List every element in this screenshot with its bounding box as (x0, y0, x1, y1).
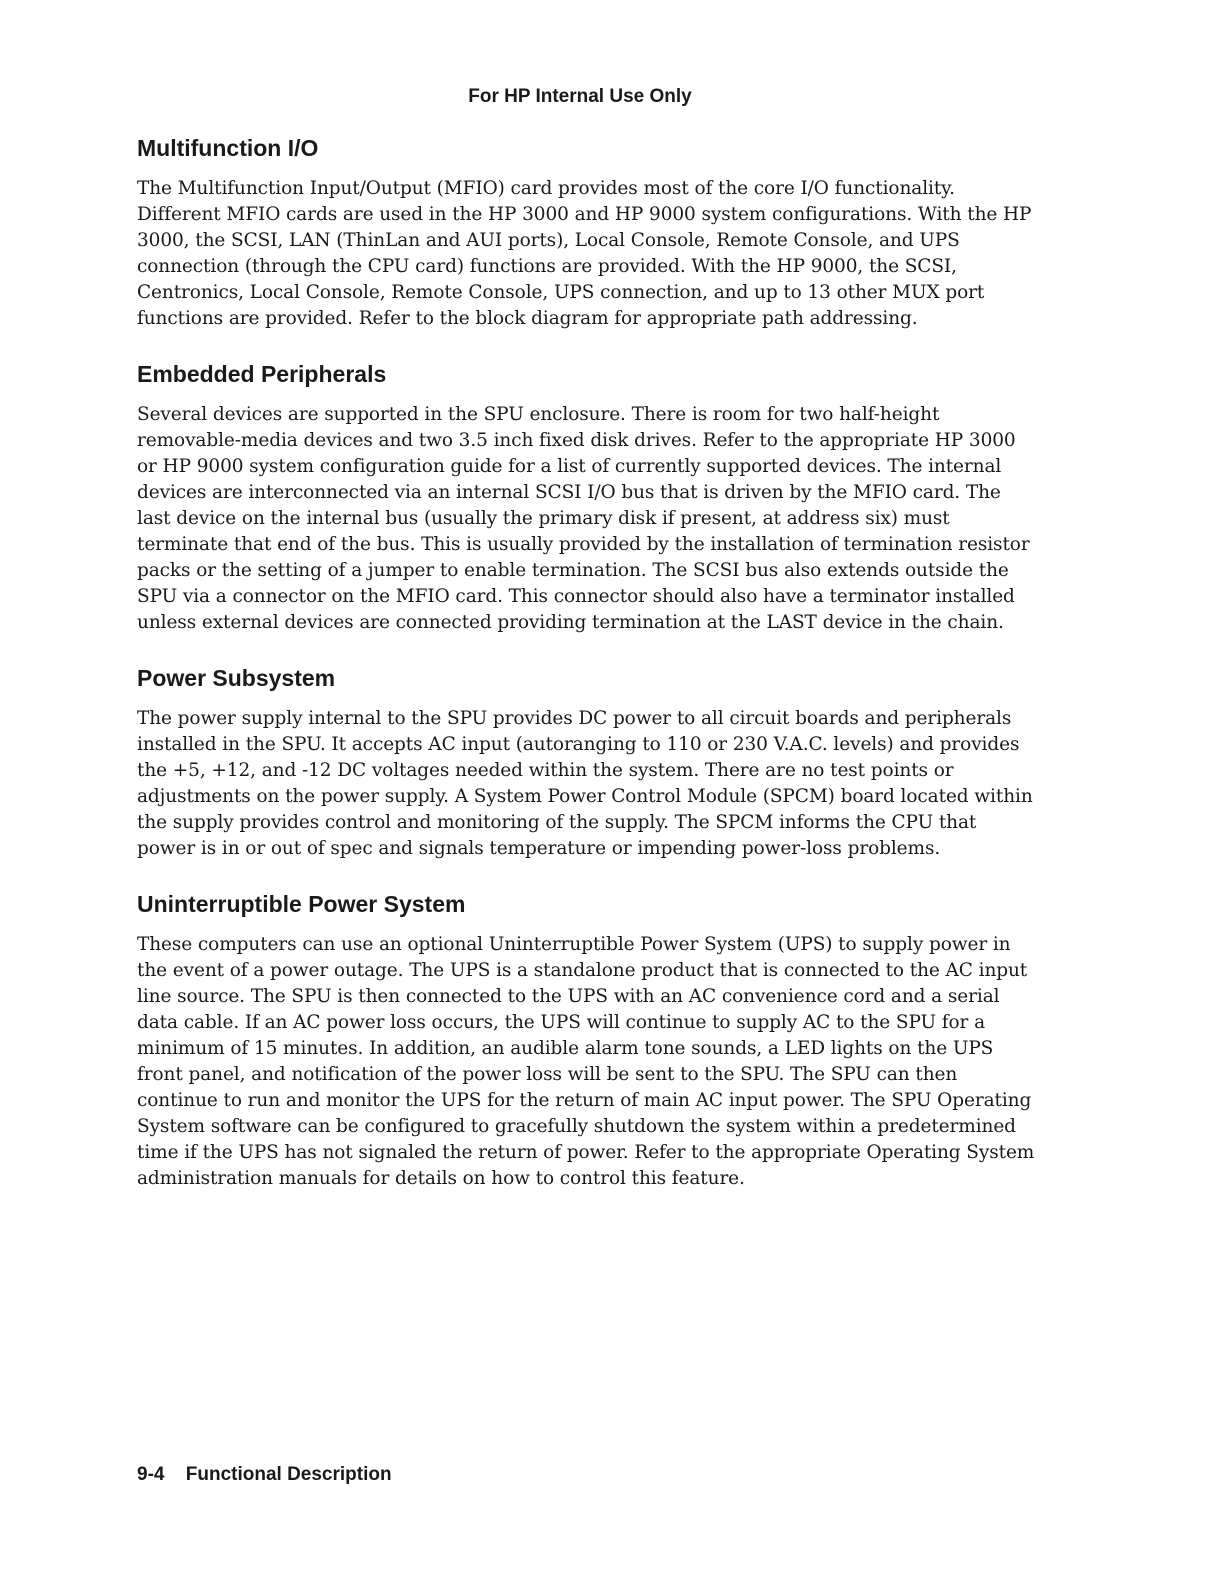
page-number: 9-4 (137, 1464, 165, 1485)
section-multifunction-io (137, 134, 1037, 332)
section-title: Uninterruptible Power System (137, 891, 466, 917)
section-power-subsystem (137, 664, 1037, 862)
section-title: Power Subsystem (137, 665, 336, 691)
page-footer (137, 1464, 392, 1486)
section-title: Embedded Peripherals (137, 361, 387, 387)
section-body: The Multifunction Input/Output (MFIO) card provides most of the core I/O functionality. Different MFIO cards are used in the HP 3000 and HP 9000 system configurations. With the HP 3000, the SCSI, LAN (ThinLan and AUI ports), Local Console, Remote Console, and UPS connection (through the CPU card) functions are provided. With the HP 9000, the SCSI, Centronics, Local Console, Remote Console, UPS connection, and up to 13 other MUX port functions are provided. Refer to the block diagram for appropriate path addressing. (137, 178, 1032, 329)
chapter-title: Functional Description (185, 1464, 392, 1485)
section-title: Multifunction I/O (137, 135, 319, 161)
section-body: These computers can use an optional Uninterruptible Power System (UPS) to supply power in the event of a power outage. The UPS is a standalone product that is connected to the AC input line source. The SPU is then connected to the UPS with an AC convenience cord and a serial data cable. If an AC power loss occurs, the UPS will continue to supply AC to the SPU for a minimum of 15 minutes. In addition, an audible alarm tone sounds, a LED lights on the UPS front panel, and notification of the power loss will be sent to the SPU. The SPU can then continue to run and monitor the UPS for the return of main AC input power. The SPU Operating System software can be configured to gracefully shutdown the system within a predetermined time if the UPS has not signaled the return of power. Refer to the appropriate Operating System administration manuals for details on how to control this feature. (137, 934, 1035, 1189)
page-content (137, 134, 1037, 1220)
section-uninterruptible-power-system (137, 890, 1037, 1192)
section-body: Several devices are supported in the SPU enclosure. There is room for two half-height removable-media devices and two 3.5 inch fixed disk drives. Refer to the appropriate HP 3000 or HP 9000 system configuration guide for a list of currently supported devices. The internal devices are interconnected via an internal SCSI I/O bus that is driven by the MFIO card. The last device on the internal bus (usually the primary disk if present, at address six) must terminate that end of the bus. This is usually provided by the installation of termination resistor packs or the setting of a jumper to enable termination. The SCSI bus also extends outside the SPU via a connector on the MFIO card. This connector should also have a terminator installed unless external devices are connected providing termination at the LAST device in the chain. (137, 404, 1030, 633)
page-header: For HP Internal Use Only (468, 86, 692, 107)
section-body: The power supply internal to the SPU provides DC power to all circuit boards and peripherals installed in the SPU. It accepts AC input (autoranging to 110 or 230 V.A.C. levels) and provides the +5, +12, and -12 DC voltages needed within the system. There are no test points or adjustments on the power supply. A System Power Control Module (SPCM) board located within the supply provides control and monitoring of the supply. The SPCM informs the CPU that power is in or out of spec and signals temperature or impending power-loss problems. (137, 708, 1033, 859)
section-embedded-peripherals (137, 360, 1037, 636)
